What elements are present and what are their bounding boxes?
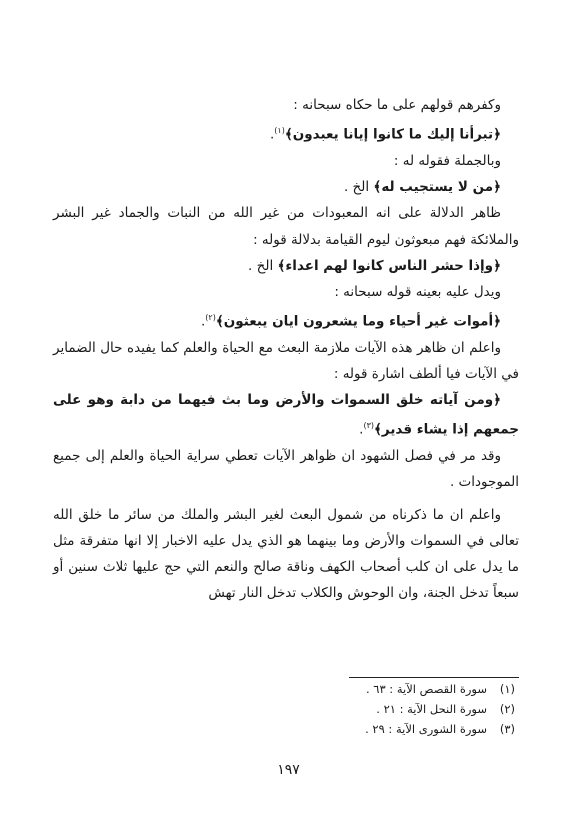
footnote-ref: (١) (274, 126, 285, 136)
footnote-divider (349, 677, 519, 678)
paragraph-text: واعلم ان ظاهر هذه الآيات ملازمة البعث مع الحياة والعلم كما يفيده حال الضماير في الآيات فيا ألطف اشارة قوله : (53, 339, 519, 383)
footnotes (215, 679, 515, 739)
quran-verse-4 (53, 305, 519, 335)
footnote-number: (٣) (499, 722, 515, 736)
paragraph-7 (53, 502, 519, 607)
verse-tail: الخ . (343, 179, 374, 196)
footnote-ref: (٣) (363, 421, 375, 431)
footnote-number: (٢) (499, 702, 515, 716)
verse-tail: . (200, 313, 206, 330)
quran-verse-1 (53, 118, 519, 148)
verse-text: ﴿وإذا حشر الناس كانوا لهم اعداء﴾ (277, 257, 501, 274)
verse-text: ﴿أموات غير أحياء وما يشعرون ايان يبعثون﴾ (215, 313, 501, 330)
footnote-3 (215, 719, 515, 739)
verse-tail: . (359, 421, 364, 438)
main-text (53, 92, 519, 606)
quran-verse-5 (53, 387, 519, 443)
paragraph-3 (53, 200, 519, 252)
paragraph-text: وقد مر في فصل الشهود ان ظواهر الآيات تعطي سراية الحياة والعلم إلى جميع الموجودات . (53, 448, 519, 491)
paragraph-text: وبالجملة فقوله له : (393, 152, 501, 169)
footnote-text: سورة النحل الآية : ٢١ . (376, 702, 487, 716)
paragraph-text: واعلم ان ما ذكرناه من شمول البعث لغير البشر والملك من سائر ما خلق الله تعالى في السموات والأرض وما بينهما هو الذي يدل عليه الاخبار إلا انها متفرقة مثل ما يدل على ان كلب أصحاب الكهف وناقة صالح والنعم التي حج عليها ثلاث سنين أو سبعاً تدخل الجنة، وان الوحوش والكلاب تدخل النار تهش (53, 506, 519, 602)
footnote-number: (١) (499, 682, 515, 696)
paragraph-2 (53, 148, 519, 174)
footnote-1 (215, 679, 515, 699)
quran-verse-2 (53, 174, 519, 200)
paragraph-5 (53, 335, 519, 387)
paragraph-text: ظاهر الدلالة على انه المعبودات من غير الله من النبات والجماد غير البشر والملائكة فهم مبعوثون ليوم القيامة بدلالة قوله : (53, 205, 519, 248)
paragraph-4 (53, 279, 519, 305)
page-number: ١٩٧ (277, 762, 300, 778)
paragraph-6 (53, 443, 519, 495)
verse-text: ﴿من لا يستجيب له﴾ (373, 179, 501, 196)
verse-tail: . (269, 126, 275, 143)
footnote-text: سورة القصص الآية : ٦٣ . (365, 682, 487, 696)
verse-text: ﴿تبرأنا إليك ما كانوا إيانا يعبدون﴾ (284, 126, 501, 143)
paragraph-1 (53, 92, 519, 118)
quran-verse-3 (53, 253, 519, 279)
footnote-ref: (٢) (205, 313, 216, 323)
footnote-text: سورة الشورى الآية : ٢٩ . (365, 722, 487, 736)
footnote-2 (215, 699, 515, 719)
paragraph-text: ويدل عليه بعينه قوله سبحانه : (334, 283, 501, 300)
paragraph-text: وكفرهم قولهم على ما حكاه سبحانه : (293, 97, 501, 113)
verse-tail: الخ . (248, 257, 278, 274)
verse-text: ﴿ومن آياته خلق السموات والأرض وما بث فيهما من دابة وهو على جمعهم إذا يشاء قدير﴾ (53, 392, 519, 438)
